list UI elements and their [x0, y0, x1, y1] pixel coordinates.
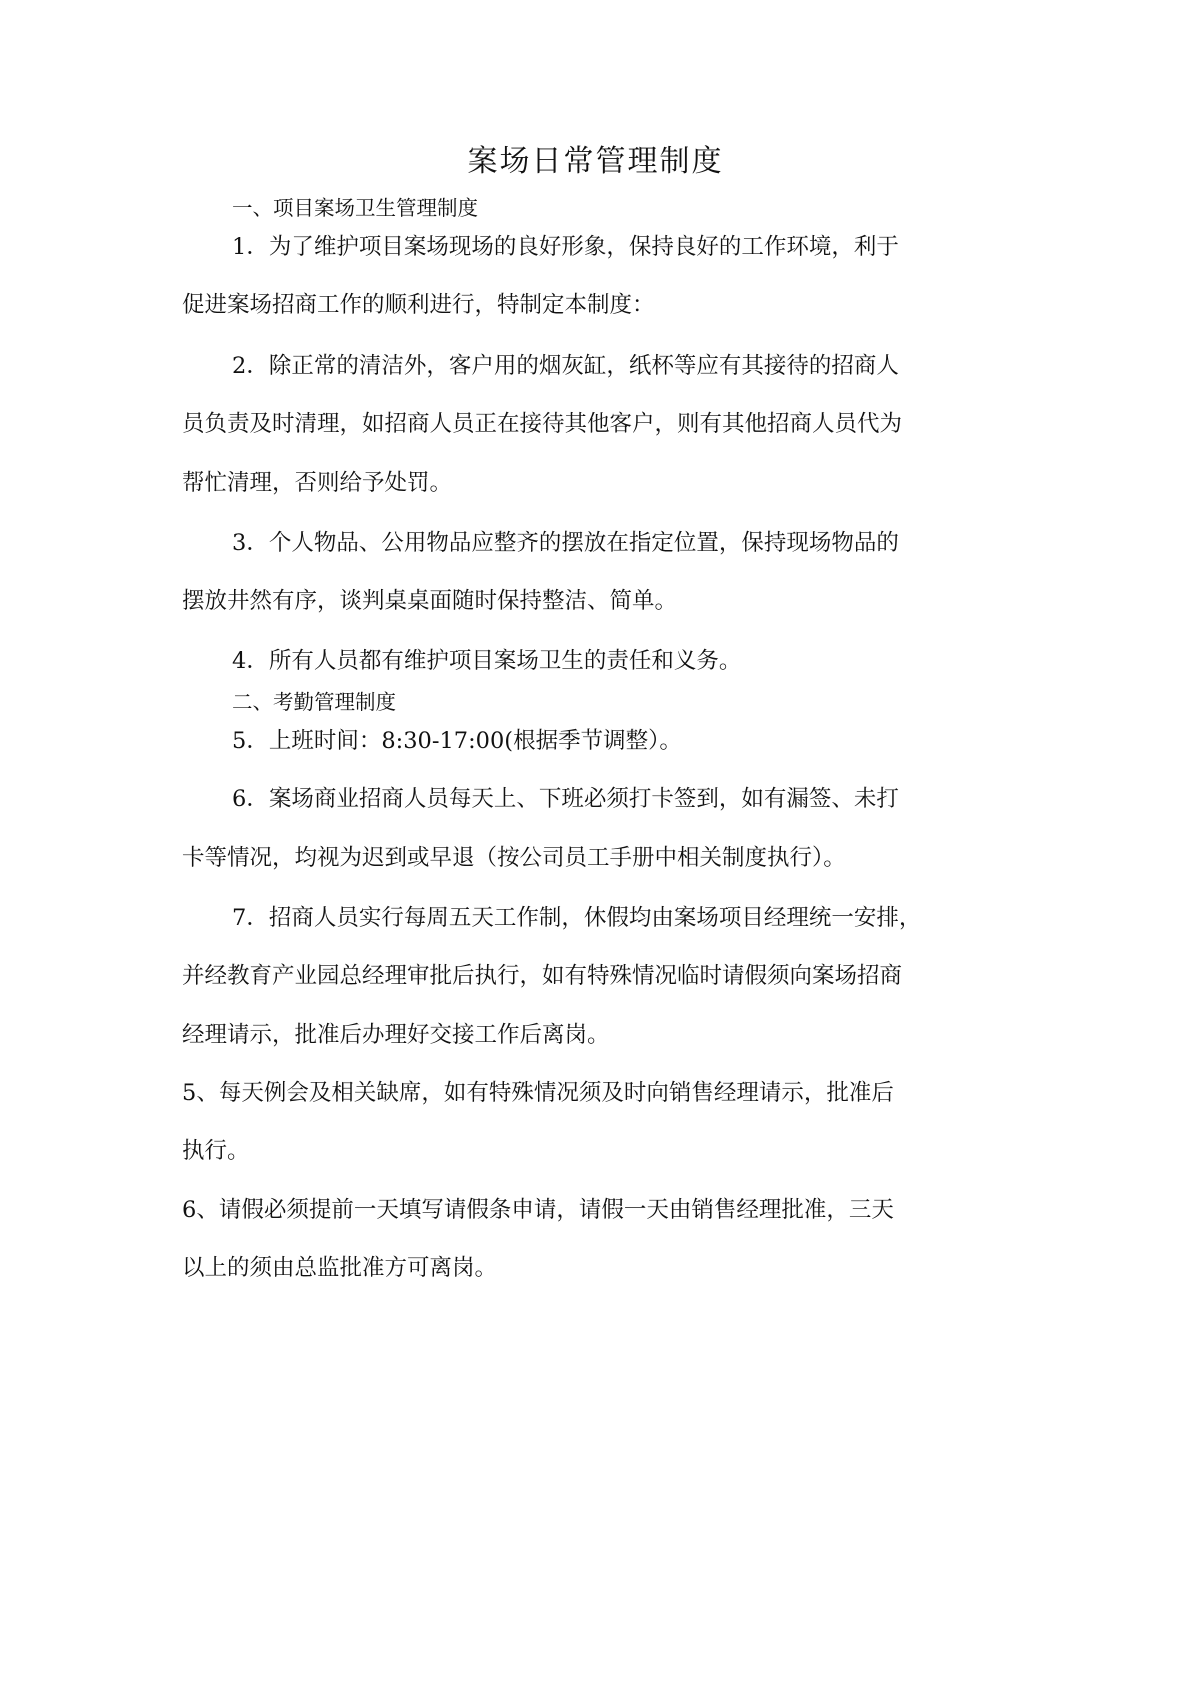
paragraph-line: 经理请示，批准后办理好交接工作后离岗。 — [182, 1022, 610, 1048]
paragraph-line: 5．上班时间：8:30-17:00(根据季节调整）。 — [232, 728, 682, 754]
paragraph-line: 6．案场商业招商人员每天上、下班必须打卡签到，如有漏签、未打 — [232, 786, 899, 812]
paragraph-line: 帮忙清理，否则给予处罚。 — [182, 470, 453, 496]
section-heading-hygiene: 一、项目案场卫生管理制度 — [232, 196, 478, 220]
section-heading-attendance: 二、考勤管理制度 — [232, 690, 396, 714]
paragraph-line: 7．招商人员实行每周五天工作制，休假均由案场项目经理统一安排， — [232, 905, 922, 931]
paragraph-line: 5、每天例会及相关缺席，如有特殊情况须及时向销售经理请示，批准后 — [182, 1080, 894, 1106]
paragraph-line: 1．为了维护项目案场现场的良好形象，保持良好的工作环境，利于 — [232, 234, 899, 260]
paragraph-line: 2．除正常的清洁外，客户用的烟灰缸，纸杯等应有其接待的招商人 — [232, 353, 899, 379]
document-title: 案场日常管理制度 — [467, 144, 724, 179]
paragraph-line: 促进案场招商工作的顺利进行，特制定本制度： — [182, 292, 655, 318]
paragraph-line: 卡等情况，均视为迟到或早退（按公司员工手册中相关制度执行）。 — [182, 845, 846, 871]
paragraph-line: 员负责及时清理，如招商人员正在接待其他客户，则有其他招商人员代为 — [182, 411, 903, 437]
paragraph-line: 6、请假必须提前一天填写请假条申请，请假一天由销售经理批准，三天 — [182, 1197, 894, 1223]
paragraph-line: 摆放井然有序，谈判桌桌面随时保持整洁、简单。 — [182, 588, 678, 614]
paragraph-line: 4．所有人员都有维护项目案场卫生的责任和义务。 — [232, 648, 742, 674]
paragraph-line: 执行。 — [182, 1138, 250, 1164]
paragraph-line: 3．个人物品、公用物品应整齐的摆放在指定位置，保持现场物品的 — [232, 530, 899, 556]
paragraph-line: 并经教育产业园总经理审批后执行，如有特殊情况临时请假须向案场招商 — [182, 963, 903, 989]
paragraph-line: 以上的须由总监批准方可离岗。 — [182, 1255, 498, 1281]
